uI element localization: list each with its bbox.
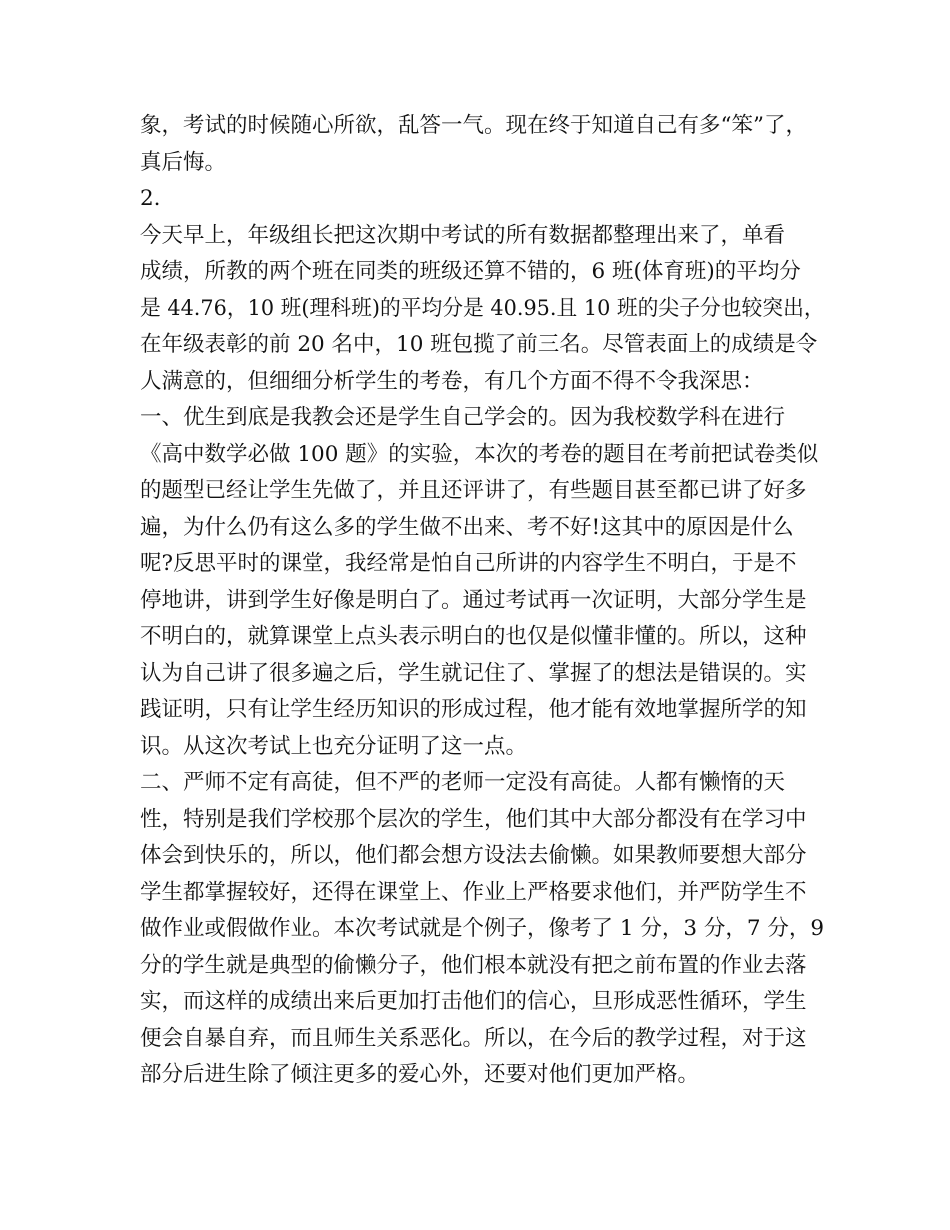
text-line: 在年级表彰的前 20 名中，10 班包揽了前三名。尽管表面上的成绩是令: [140, 332, 818, 357]
text-line: 二、严师不定有高徒，但不严的老师一定没有高徒。人都有懒惰的天: [140, 770, 786, 795]
text-line: 真后悔。: [140, 149, 227, 175]
text-line: 不明白的，就算课堂上点头表示明白的也仅是似懂非懂的。所以，这种: [140, 624, 807, 649]
text-line: 《高中数学必做 100 题》的实验，本次的考卷的题目在考前把试卷类似: [140, 441, 819, 467]
text-line: 停地讲，讲到学生好像是明白了。通过考试再一次证明，大部分学生是: [140, 587, 807, 613]
text-line: 性，特别是我们学校那个层次的学生，他们其中大部分都没有在学习中: [140, 806, 807, 832]
text-line: 人满意的，但细细分析学生的考卷，有几个方面不得不令我深思：: [140, 368, 764, 394]
text-line: 实，而这样的成绩出来后更加打击他们的信心，旦形成恶性循环，学生: [140, 989, 807, 1014]
text-line: 呢?反思平时的课堂，我经常是怕自己所讲的内容学生不明白，于是不: [140, 551, 797, 576]
text-line: 2.: [140, 186, 161, 211]
text-line: 认为自己讲了很多遍之后，学生就记住了、掌握了的想法是错误的。实: [140, 660, 807, 686]
text-line: 成绩，所教的两个班在同类的班级还算不错的，6 班(体育班)的平均分: [140, 259, 801, 284]
text-line: 做作业或假做作业。本次考试就是个例子，像考了 1 分，3 分，7 分，9: [140, 916, 825, 941]
text-line: 部分后进生除了倾注更多的爱心外，还要对他们更加严格。: [140, 1062, 700, 1087]
text-line: 识。从这次考试上也充分证明了这一点。: [140, 733, 528, 759]
text-line: 今天早上，年级组长把这次期中考试的所有数据都整理出来了，单看: [140, 222, 786, 248]
text-line: 体会到快乐的，所以，他们都会想方设法去偷懒。如果教师要想大部分: [140, 843, 807, 868]
text-line: 学生都掌握较好，还得在课堂上、作业上严格要求他们，并严防学生不: [140, 879, 807, 905]
text-line: 践证明，只有让学生经历知识的形成过程，他才能有效地掌握所学的知: [140, 697, 807, 722]
text-line: 象，考试的时候随心所欲，乱答一气。现在终于知道自己有多“笨”了，: [140, 113, 807, 138]
text-line: 一、优生到底是我教会还是学生自己学会的。因为我校数学科在进行: [140, 405, 786, 430]
text-line: 遍，为什么仍有这么多的学生做不出来、考不好!这其中的原因是什么: [140, 514, 794, 540]
text-line: 是 44.76，10 班(理科班)的平均分是 40.95.且 10 班的尖子分也较突出，: [140, 295, 825, 321]
document-body: [140, 108, 825, 1094]
text-line: 的题型已经让学生先做了，并且还评讲了，有些题目甚至都已讲了好多: [140, 478, 807, 503]
text-line: 分的学生就是典型的偷懒分子，他们根本就没有把之前布置的作业去落: [140, 952, 807, 978]
text-line: 便会自暴自弃，而且师生关系恶化。所以，在今后的教学过程，对于这: [140, 1025, 807, 1051]
